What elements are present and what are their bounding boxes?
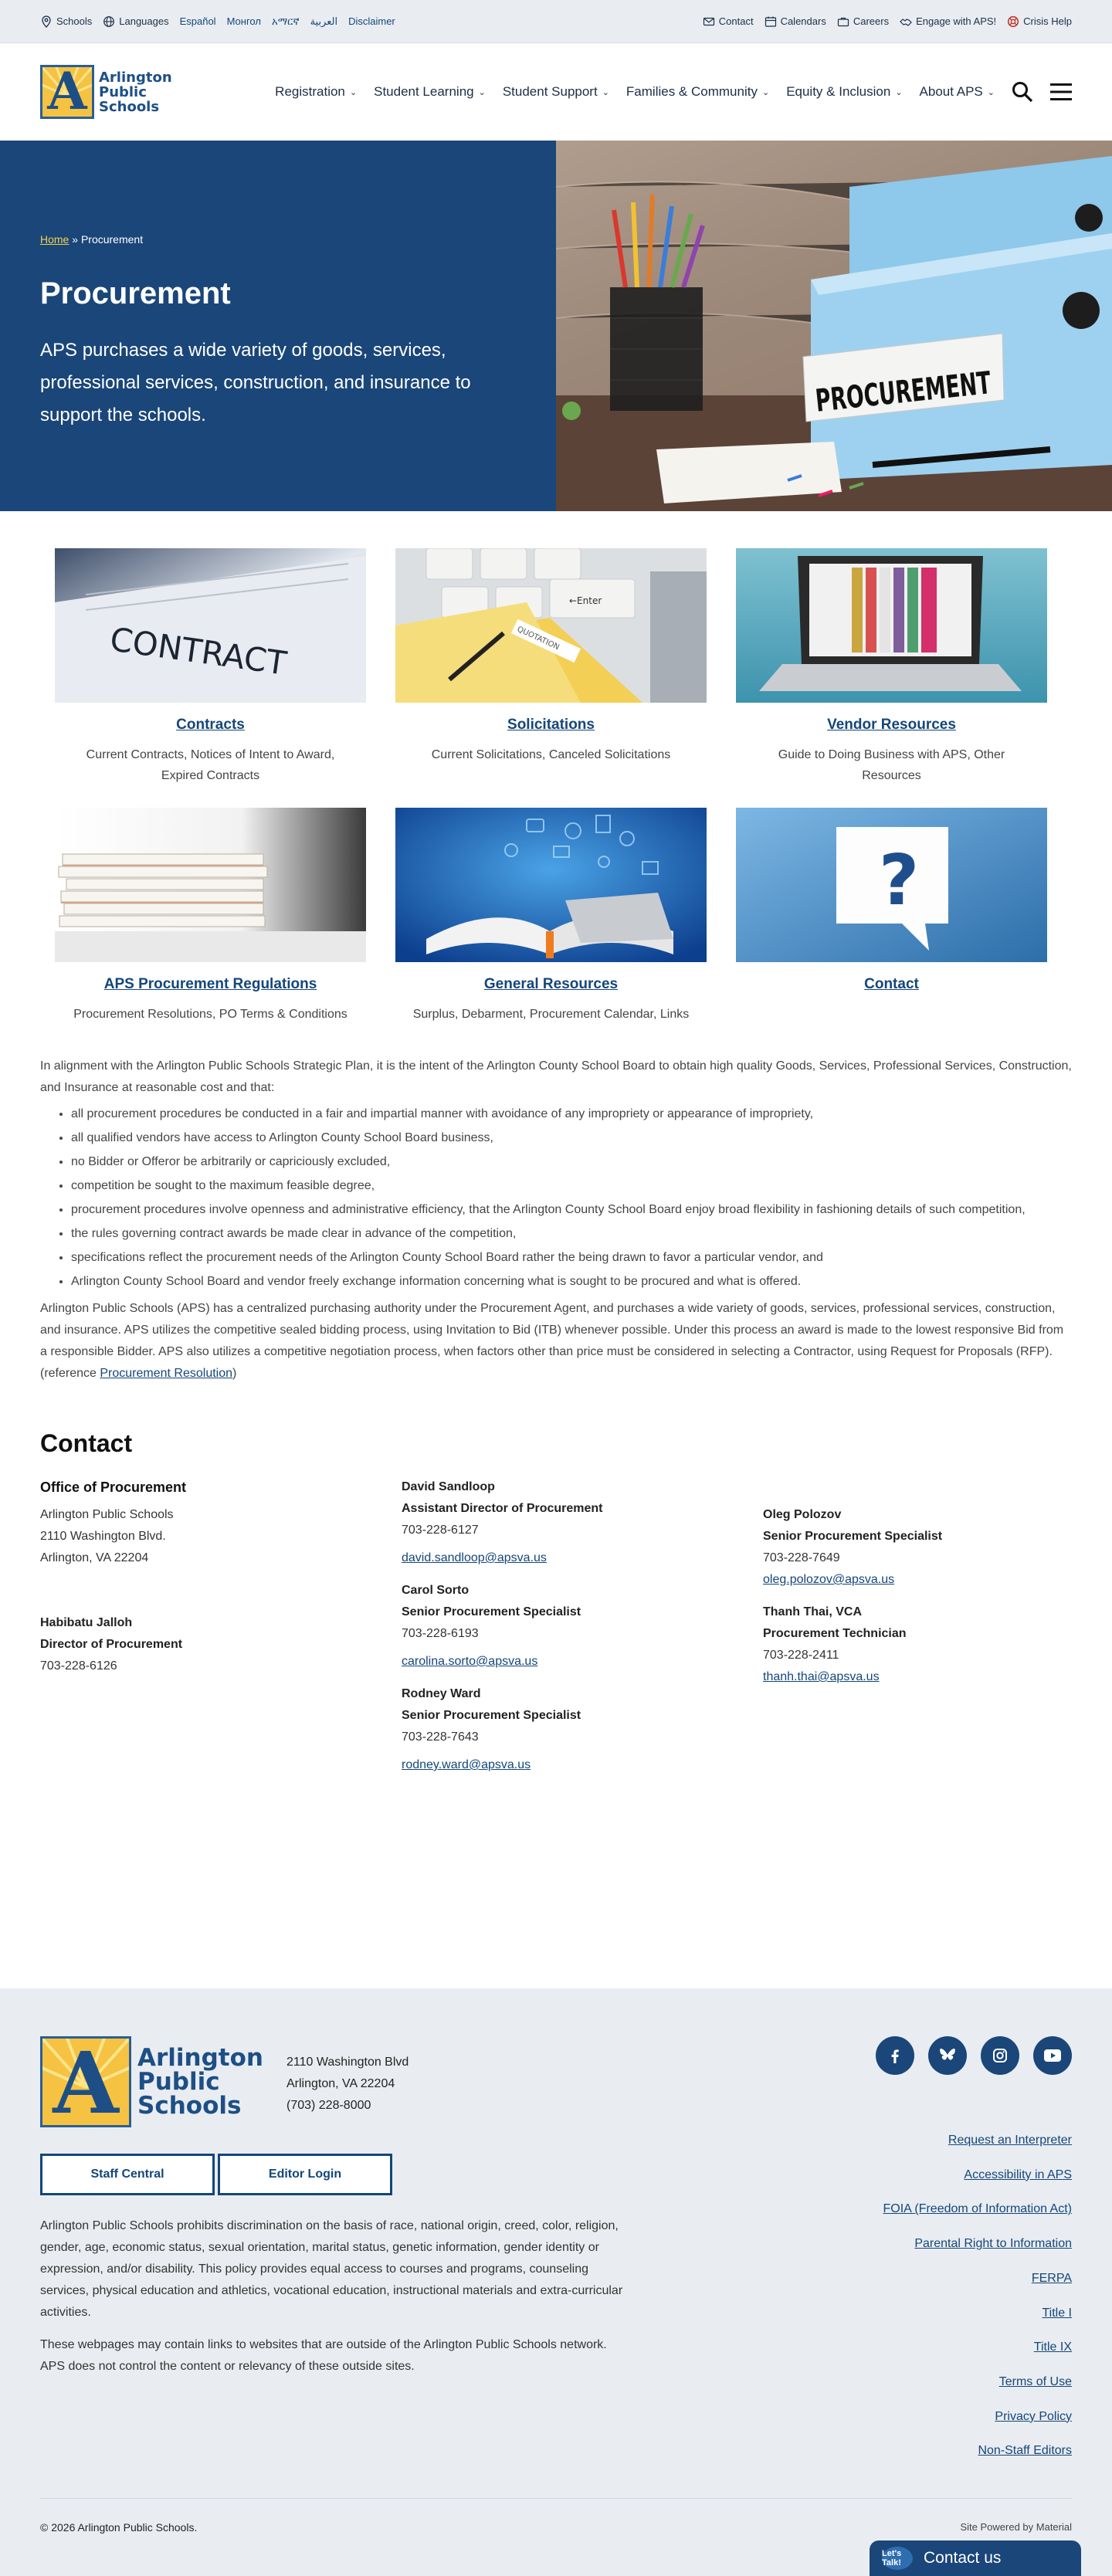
logo-wordmark: Arlington Public Schools [137, 2043, 263, 2120]
footer-link-non-staff-editors[interactable]: Non-Staff Editors [978, 2444, 1072, 2458]
resource-cards [0, 511, 1112, 1025]
utility-bar [0, 0, 1112, 43]
calendar-icon [764, 15, 777, 28]
nav-about-aps[interactable]: About APS ⌄ [919, 84, 995, 99]
globe-icon [103, 15, 115, 28]
procurement-resolution-link[interactable]: Procurement Resolution [100, 1367, 233, 1380]
footer-link-ferpa[interactable]: FERPA [1031, 2271, 1072, 2285]
person-email[interactable]: oleg.polozov@apsva.us [763, 1573, 895, 1586]
disclaimer-link[interactable]: Disclaimer [348, 15, 395, 27]
staff-central-button[interactable]: Staff Central [40, 2154, 215, 2195]
hero-text [0, 141, 556, 511]
lang-mongolian[interactable]: Монгол [226, 15, 261, 27]
footer-link-interpreter[interactable]: Request an Interpreter [948, 2134, 1072, 2147]
card-contact[interactable] [736, 808, 1047, 1025]
contracts-image [55, 548, 366, 703]
vendor-resources-image [736, 548, 1047, 703]
footer-link-foia[interactable]: FOIA (Freedom of Information Act) [883, 2202, 1072, 2216]
contact-col-2 [402, 1476, 763, 1787]
footer-link-accessibility[interactable]: Accessibility in APS [964, 2168, 1072, 2181]
list-item: • the rules governing contract awards be made clear in advance of the competition, [71, 1222, 1072, 1246]
solicitations-image [395, 548, 707, 703]
instagram-icon[interactable] [981, 2036, 1019, 2075]
footer-link-terms[interactable]: Terms of Use [998, 2374, 1072, 2388]
chevron-down-icon: ⌄ [987, 87, 995, 97]
page-subtitle: APS purchases a wide variety of goods, services, professional services, construction, and insurance to support the schools. [40, 340, 471, 425]
card-general-resources[interactable] [395, 808, 707, 1025]
list-item: • specifications reflect the procurement needs of the Arlington County School Board rather the being drawn to favor a particular vendor, and [71, 1246, 1072, 1269]
contact-person [402, 1580, 763, 1673]
logo-wordmark: Arlington Public Schools [99, 69, 172, 115]
card-contracts[interactable] [55, 548, 366, 786]
careers-link[interactable]: Careers [837, 15, 889, 28]
nondiscrimination-policy: Arlington Public Schools prohibits discrimination on the basis of race, national origin, creed, color, religion, gender, age, economic status, sexual orientation, marital status, genetic information, gender identity or expression, and/or disability. This policy provides equal access to courses and programs, counseling services, physical education and athletics, vocational education, instructional materials and extra-curricular activities. [40, 2219, 623, 2319]
footer-divider [40, 2498, 1072, 2499]
utility-right [703, 15, 1072, 28]
logo-mark [40, 2036, 131, 2127]
card-description: Procurement Resolutions, PO Terms & Conditions [73, 1008, 348, 1021]
external-links-notice: These webpages may contain links to websites that are outside of the Arlington Public Schools network. APS does not control the content or relevancy of these outside sites. [40, 2338, 607, 2373]
lifebuoy-icon [1007, 15, 1019, 28]
intro-bullets [71, 1102, 1072, 1293]
site-footer [0, 1988, 1112, 2576]
chat-bubble-icon: Let's Talk! [882, 2547, 913, 2570]
bluesky-icon[interactable] [928, 2036, 967, 2075]
nav-families-community[interactable]: Families & Community ⌄ [626, 84, 770, 99]
lang-arabic[interactable]: العربية [310, 15, 338, 27]
footer-link-privacy[interactable]: Privacy Policy [995, 2409, 1072, 2423]
person-email[interactable]: rodney.ward@apsva.us [402, 1758, 531, 1771]
card-title[interactable]: Vendor Resources [827, 717, 956, 733]
person-title: Senior Procurement Specialist [402, 1709, 581, 1722]
list-item: • competition be sought to the maximum feasible degree, [71, 1174, 1072, 1198]
contact-person [40, 1612, 402, 1677]
procurement-binder-illustration [556, 141, 1112, 511]
footer-link-title-i[interactable]: Title I [1042, 2306, 1072, 2320]
copyright: © 2026 Arlington Public Schools. [40, 2521, 198, 2534]
nav-registration[interactable]: Registration ⌄ [275, 84, 358, 99]
person-name: Rodney Ward [402, 1687, 481, 1700]
person-phone: 703-228-7649 [763, 1551, 840, 1564]
person-phone: 703-228-2411 [763, 1649, 839, 1662]
breadcrumb-home[interactable]: Home [40, 233, 70, 246]
list-item: • Arlington County School Board and vendor freely exchange information concerning what is sought to be procured and what is offered. [71, 1269, 1072, 1293]
card-title[interactable]: Solicitations [507, 717, 595, 733]
intro-paragraph: Arlington Public Schools (APS) has a centralized purchasing authority under the Procurement Agent, and purchases a wide variety of goods, services, professional services, construction, and insurance. APS utilizes the competitive sealed bidding process, using Invitation to Bid (ITB) whenever possible. Under this process an award is made to the lowest responsive Bid from a responsible Bidder. APS also utilizes a competitive negotiation process, when factors other than price must be considered in selecting a Contractor, using Request for Proposals (RFP). [40, 1302, 1064, 1358]
person-phone: 703-228-7643 [402, 1730, 479, 1744]
nav-student-learning[interactable]: Student Learning ⌄ [374, 84, 486, 99]
person-email[interactable]: david.sandloop@apsva.us [402, 1551, 547, 1564]
main-nav [275, 81, 1072, 103]
contact-heading: Contact [40, 1429, 133, 1457]
utility-left [40, 15, 395, 28]
briefcase-icon [837, 15, 849, 28]
site-powered-by[interactable]: Site Powered by Material [960, 2521, 1072, 2533]
lang-amharic[interactable]: አማርኛ [271, 15, 300, 27]
breadcrumb-separator: » [72, 233, 79, 246]
chevron-down-icon: ⌄ [761, 87, 770, 97]
contact-grid [0, 1476, 1112, 1787]
card-title[interactable]: Contact [864, 976, 919, 992]
languages-link[interactable]: Languages [103, 15, 168, 28]
lang-spanish[interactable]: Español [179, 15, 216, 27]
contact-link[interactable]: Contact [703, 15, 754, 28]
card-title[interactable]: General Resources [483, 976, 619, 992]
svg-text:QUOTATION: QUOTATION [515, 625, 561, 652]
chat-label: Contact us [924, 2549, 1002, 2567]
person-name: Carol Sorto [402, 1584, 470, 1597]
list-item: • all qualified vendors have access to Arlington County School Board business, [71, 1126, 1072, 1150]
list-item: • no Bidder or Offeror be arbitrarily or capriciously excluded, [71, 1150, 1072, 1174]
contact-col-office: Office of Procurement Arlington Public Schools 2110 Washington Blvd. Arlington, VA 22204 Habibatu Jalloh Director of Procurement 703-228-6126 [40, 1476, 402, 1787]
hero-banner [0, 141, 1112, 511]
person-title: Assistant Director of Procurement [402, 1502, 603, 1515]
handshake-icon [900, 15, 912, 28]
logo-letter: A [47, 65, 87, 119]
person-email[interactable]: thanh.thai@apsva.us [763, 1670, 880, 1683]
list-item: • procurement procedures involve openness and administrative efficiency, that the Arlington County School Board enjoy broad flexibility in fashioning details of such competition, [71, 1198, 1072, 1222]
footer-address: 2110 Washington Blvd Arlington, VA 22204 (703) 228-8000 [286, 2056, 409, 2112]
menu-icon[interactable] [1050, 83, 1072, 101]
person-title: Senior Procurement Specialist [402, 1605, 581, 1618]
person-phone: 703-228-6193 [402, 1627, 479, 1640]
card-description: Guide to Doing Business with APS, Other Resources [778, 748, 1005, 782]
crisis-help-link[interactable]: Crisis Help [1007, 15, 1072, 28]
breadcrumb-current: Procurement [80, 233, 144, 246]
breadcrumb [40, 233, 516, 246]
svg-text:←Enter: ←Enter [569, 595, 602, 606]
map-pin-icon [40, 15, 53, 28]
site-header [0, 43, 1112, 141]
nav-student-support[interactable]: Student Support ⌄ [502, 84, 609, 99]
card-title[interactable]: Contracts [176, 717, 245, 733]
social-links [876, 2036, 1072, 2075]
page-title: Procurement [40, 276, 231, 310]
site-logo[interactable] [40, 65, 172, 119]
card-title[interactable]: APS Procurement Regulations [103, 976, 317, 992]
chevron-down-icon: ⌄ [349, 87, 358, 97]
card-vendor-resources[interactable] [736, 548, 1047, 786]
person-name: Oleg Polozov [763, 1508, 842, 1521]
person-phone: 703-228-6126 [40, 1659, 117, 1673]
contact-person [763, 1504, 1075, 1591]
person-name: David Sandloop [402, 1480, 495, 1493]
logo-mark [40, 65, 94, 119]
person-title: Director of Procurement [40, 1638, 183, 1651]
search-icon[interactable] [1012, 81, 1033, 103]
footer-link-parental-right[interactable]: Parental Right to Information [914, 2237, 1072, 2251]
intro-lead: In alignment with the Arlington Public Schools Strategic Plan, it is the intent of the Arlington County School Board to obtain high quality Goods, Services, Professional Services, Construction, and Insurance at reasonable cost and that: [40, 1059, 1072, 1094]
footer-link-title-ix[interactable]: Title IX [1033, 2340, 1072, 2354]
calendars-link[interactable]: Calendars [764, 15, 826, 28]
person-title: Procurement Technician [763, 1627, 907, 1640]
intro-reference: (reference Procurement Resolution) [40, 1367, 237, 1380]
contact-person [402, 1476, 763, 1569]
person-phone: 703-228-6127 [402, 1524, 479, 1537]
card-description: Surplus, Debarment, Procurement Calendar, Links [412, 1008, 690, 1021]
schools-link[interactable]: Schools [40, 15, 92, 28]
contact-person [402, 1683, 763, 1776]
svg-text:?: ? [879, 840, 920, 921]
binder-label: PROCUREMENT [813, 356, 1080, 419]
regulations-image [55, 808, 366, 962]
person-email[interactable]: carolina.sorto@apsva.us [402, 1655, 538, 1668]
card-description: Current Contracts, Notices of Intent to Award, Expired Contracts [86, 748, 335, 782]
person-name: Thanh Thai, VCA [763, 1605, 862, 1618]
footer-links [883, 2124, 1072, 2469]
engage-link[interactable]: Engage with APS! [900, 15, 996, 28]
chevron-down-icon: ⌄ [602, 87, 609, 97]
nav-equity-inclusion[interactable]: Equity & Inclusion ⌄ [786, 84, 903, 99]
hero-image [556, 141, 1112, 511]
person-title: Senior Procurement Specialist [763, 1530, 943, 1543]
chat-widget[interactable] [870, 2540, 1081, 2576]
chevron-down-icon: ⌄ [895, 87, 903, 97]
facebook-icon[interactable] [876, 2036, 914, 2075]
card-procurement-regulations[interactable] [55, 808, 366, 1025]
envelope-icon [703, 15, 715, 28]
person-name: Habibatu Jalloh [40, 1616, 133, 1629]
svg-text:CONTRACT: CONTRACT [107, 620, 289, 683]
youtube-icon[interactable] [1033, 2036, 1072, 2075]
contact-image [736, 808, 1047, 962]
list-item: • all procurement procedures be conducted in a fair and impartial manner with avoidance of any impropriety or appearance of impropriety, [71, 1102, 1072, 1126]
footer-logo[interactable] [40, 2036, 263, 2127]
contact-person [763, 1602, 1075, 1688]
general-resources-image [395, 808, 707, 962]
office-title: Office of Procurement [40, 1480, 187, 1495]
procurement-intro [0, 1025, 1112, 1385]
card-description: Current Solicitations, Canceled Solicitations [431, 748, 671, 761]
card-solicitations[interactable] [395, 548, 707, 786]
chevron-down-icon: ⌄ [478, 87, 486, 97]
contact-col-3 [763, 1476, 1075, 1787]
editor-login-button[interactable]: Editor Login [218, 2154, 392, 2195]
logo-letter: A [53, 2036, 119, 2127]
